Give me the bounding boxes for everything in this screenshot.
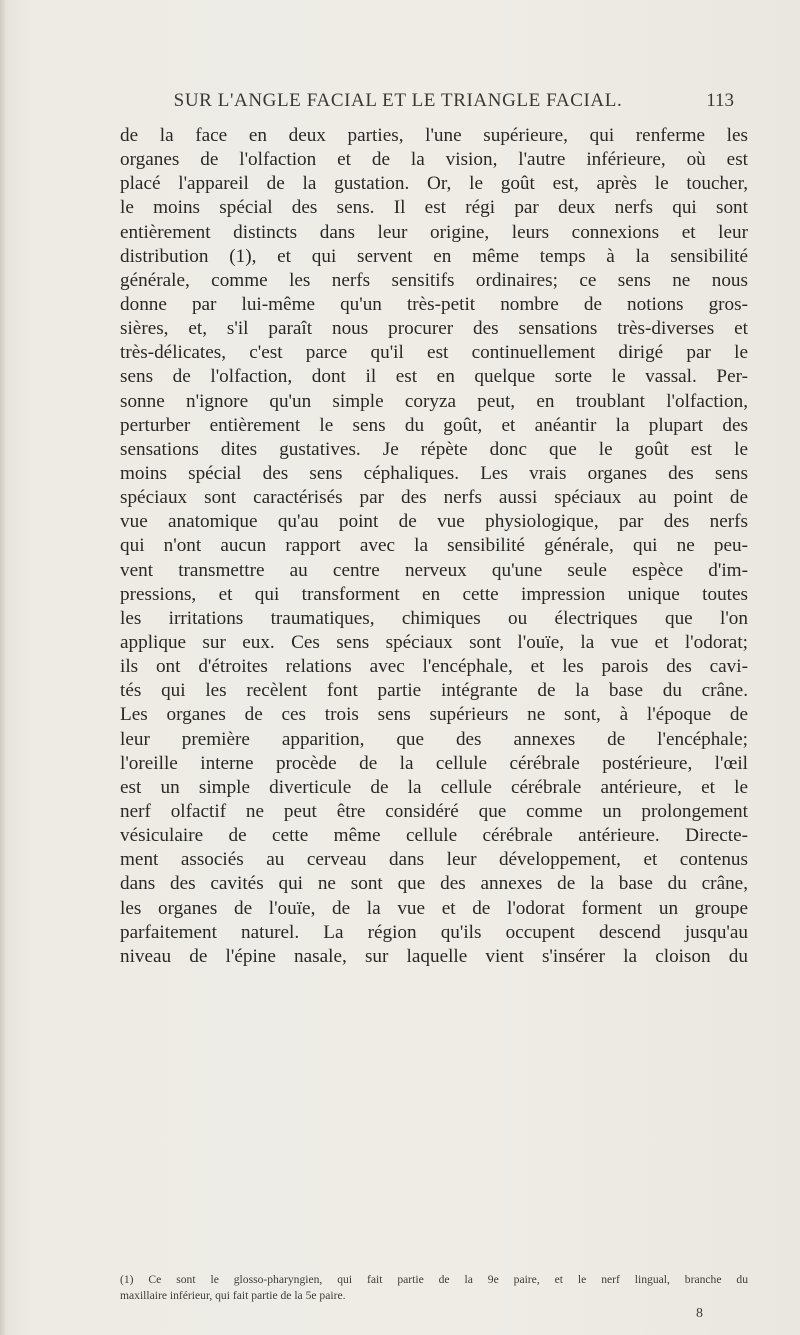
text-line: vue anatomique qu'au point de vue physiologique, par des nerfs xyxy=(120,511,748,533)
text-line: sensations dites gustatives. Je répète donc que le goût est le xyxy=(120,438,748,460)
text-line: qui n'ont aucun rapport avec la sensibilité générale, qui ne peu- xyxy=(120,535,748,557)
text-line: niveau de l'épine nasale, sur laquelle vient s'insérer la cloison du xyxy=(120,945,748,967)
text-line: spéciaux sont caractérisés par des nerfs aussi spéciaux au point de xyxy=(120,487,748,509)
text-line: très-délicates, c'est parce qu'il est continuellement dirigé par le xyxy=(120,342,748,364)
text-line: est un simple diverticule de la cellule cérébrale antérieure, et le xyxy=(120,776,748,798)
text-line: Les organes de ces trois sens supérieurs ne sont, à l'époque de xyxy=(120,704,748,726)
text-line: entièrement distincts dans leur origine, leurs connexions et leur xyxy=(120,221,748,243)
text-line: distribution (1), et qui servent en même temps à la sensibilité xyxy=(120,245,748,267)
footnote-line: maxillaire inférieur, qui fait partie de la 5e paire. xyxy=(120,1289,346,1302)
text-line: donne par lui-même qu'un très-petit nombre de notions gros- xyxy=(120,293,748,315)
text-line: sonne n'ignore qu'un simple coryza peut, en troublant l'olfaction, xyxy=(120,390,748,412)
text-line: l'oreille interne procède de la cellule cérébrale postérieure, l'œil xyxy=(120,752,748,774)
running-header xyxy=(118,90,734,118)
running-title: SUR L'ANGLE FACIAL ET LE TRIANGLE FACIAL. xyxy=(173,90,623,111)
text-line: placé l'appareil de la gustation. Or, le goût est, après le toucher, xyxy=(120,173,748,195)
page-number: 113 xyxy=(706,90,734,111)
text-line: leur première apparition, que des annexes de l'encéphale; xyxy=(120,728,748,750)
text-line: de la face en deux parties, l'une supérieure, qui renferme les xyxy=(120,125,748,146)
text-line: les irritations traumatiques, chimiques ou électriques que l'on xyxy=(120,607,748,629)
text-line: moins spécial des sens céphaliques. Les vrais organes des sens xyxy=(120,462,748,484)
text-line: ment associés au cerveau dans leur développement, et contenus xyxy=(120,849,748,871)
footnote xyxy=(120,1272,748,1304)
body-text xyxy=(120,124,748,969)
text-line: vésiculaire de cette même cellule cérébrale antérieure. Directe- xyxy=(120,825,748,847)
text-line: vent transmettre au centre nerveux qu'une seule espèce d'im- xyxy=(120,559,748,581)
text-line: organes de l'olfaction et de la vision, l'autre inférieure, où est xyxy=(120,149,748,171)
text-line: générale, comme les nerfs sensitifs ordinaires; ce sens ne nous xyxy=(120,269,748,291)
text-line: sières, et, s'il paraît nous procurer des sensations très-diverses et xyxy=(120,318,748,340)
text-line: applique sur eux. Ces sens spéciaux sont l'ouïe, la vue et l'odorat; xyxy=(120,631,748,653)
text-line: perturber entièrement le sens du goût, et anéantir la plupart des xyxy=(120,414,748,436)
signature-mark: 8 xyxy=(696,1306,703,1321)
text-line: nerf olfactif ne peut être considéré que comme un prolongement xyxy=(120,800,748,822)
text-line: ils ont d'étroites relations avec l'encéphale, et les parois des cavi- xyxy=(120,656,748,678)
page-gutter-shadow xyxy=(0,0,6,1335)
text-line: les organes de l'ouïe, de la vue et de l'odorat forment un groupe xyxy=(120,897,748,919)
text-line: dans des cavités qui ne sont que des annexes de la base du crâne, xyxy=(120,873,748,895)
footnote-line: (1) Ce sont le glosso-pharyngien, qui fait partie de la 9e paire, et le nerf lingual, branche du xyxy=(120,1273,748,1286)
text-line: parfaitement naturel. La région qu'ils occupent descend jusqu'au xyxy=(120,921,748,943)
text-line: le moins spécial des sens. Il est régi par deux nerfs qui sont xyxy=(120,197,748,219)
text-line: tés qui les recèlent font partie intégrante de la base du crâne. xyxy=(120,680,748,702)
text-line: sens de l'olfaction, dont il est en quelque sorte le vassal. Per- xyxy=(120,366,748,388)
text-line: pressions, et qui transforment en cette impression unique toutes xyxy=(120,583,748,605)
